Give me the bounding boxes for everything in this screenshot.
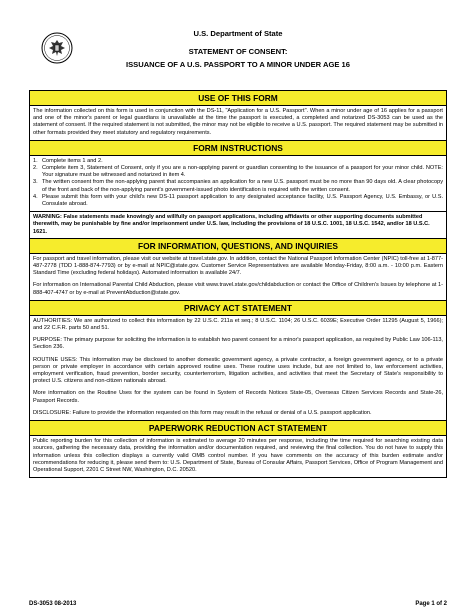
- form-header: [29, 20, 447, 68]
- instruction-item: [33, 194, 443, 208]
- instruction-number: 3.: [33, 179, 38, 186]
- instruction-item: [33, 179, 443, 193]
- instructions-heading: FORM INSTRUCTIONS: [30, 141, 446, 156]
- privacy-body: [30, 316, 446, 421]
- info-body: [30, 254, 446, 301]
- page-number: Page 1 of 2: [415, 601, 447, 607]
- info-paragraph: For passport and travel information, please visit our website at travel.state.gov. In addition, contact the National Passport Information Center (NPIC) toll-free at 1-877-487-2778 (TDD 1-888-874-7793) or by e-mail at NPIC@state.gov. Customer Service Representatives are available Monday-Friday, 8:00 a.m. - 10:00 p.m. Eastern Standard Time (excluding federal holidays). Automated information is available 24/7.: [33, 255, 443, 277]
- instruction-text: Please submit this form with your child's new DS-11 passport application to any designated acceptance facility, U.S. Passport Agency, U.S. Embassy, or U.S. Consulate abroad.: [42, 193, 443, 208]
- form-subtitle: ISSUANCE OF A U.S. PASSPORT TO A MINOR UNDER AGE 16: [125, 60, 351, 69]
- privacy-purpose: PURPOSE: The primary purpose for soliciting the information is to establish two parent consent for a minor's passport application, as required by Public Law 106-113, Section 236.: [33, 337, 443, 351]
- use-body: [30, 106, 446, 141]
- paperwork-text: Public reporting burden for this collection of information is estimated to average 20 minutes per response, including the time required for searching existing data sources, gathering the necessary data, providing the information and/or documentation required, and reviewing the final collection. You do not have to supply this information unless this collection displays a currently valid OMB control number. If you have comments on the accuracy of this burden estimate and/or recommendations for reducing it, please send them to: U.S. Department of State, Bureau of Consular Affairs, Passport Services, Office of Program Management and Operational Support, 2201 C Street NW, Washington, D.C. 20520.: [33, 438, 443, 473]
- privacy-routine-uses: ROUTINE USES: This information may be disclosed to another domestic government agency, a private contractor, a foreign government agency, or to a private person or private employer in accordance with certain approved routine uses. These routine uses include, but are not limited to, law enforcement activities, employment verification, fraud prevention, border security, counterterrorism, litigation activities, and activities that meet the Secretary of State's responsibility to protect U.S. citizens and non-citizen nationals abroad.: [33, 356, 443, 385]
- instruction-item: [33, 165, 443, 179]
- instructions-body: [30, 156, 446, 212]
- info-heading: FOR INFORMATION, QUESTIONS, AND INQUIRIES: [30, 239, 446, 254]
- department-name: U.S. Department of State: [193, 29, 283, 38]
- use-heading: USE OF THIS FORM: [30, 91, 446, 106]
- document-page: [29, 20, 447, 68]
- privacy-disclosure: DISCLOSURE: Failure to provide the information requested on this form may result in the refusal or denial of a U.S. passport application.: [33, 409, 372, 416]
- instruction-item: [33, 158, 443, 165]
- instruction-number: 4.: [33, 193, 38, 200]
- privacy-authorities: AUTHORITIES: We are authorized to collect this information by 22 U.S.C. 211a et seq.; 8 U.S.C. 1104; 26 U.S.C. 6039E; Executive Order 11295 (August 5, 1966); and 22 C.F.R. parts 50 and 51.: [33, 317, 443, 332]
- instruction-text: Complete items 1 and 2.: [42, 157, 103, 164]
- paperwork-body: [30, 436, 446, 477]
- privacy-heading: PRIVACY ACT STATEMENT: [30, 301, 446, 316]
- info-paragraph: For information on International Parental Child Abduction, please visit www.travel.state.gov/childabduction or contact the Office of Children's Issues by telephone at 1-888-407-4747 or by e-mail at PreventAbduction@state.gov.: [33, 282, 443, 296]
- use-text: The information collected on this form is used in conjunction with the DS-11, "Application for a U.S. Passport". When a minor under age of 16 applies for a passport and one of the minor's parent or legal guardians is unavailable at the time the passport is executed, a completed and notarized DS-3053 can be used as the statement of consent. If the required statement is not submitted, the minor may not be eligible to receive a U.S. passport. The required statement may be submitted in other formats provided they meet statutory and regulatory requirements.: [33, 108, 443, 136]
- form-box: [29, 90, 447, 478]
- instruction-text: Complete item 3, Statement of Consent, only if you are a non-applying parent or guardian consenting to the issuance of a passport for your minor child. NOTE: Your signature must be witnessed and notarized in item 4.: [42, 165, 443, 179]
- instruction-number: 1.: [33, 157, 38, 164]
- paperwork-heading: PAPERWORK REDUCTION ACT STATEMENT: [30, 421, 446, 436]
- instruction-text: The written consent from the non-applying parent that accompanies an application for a new U.S. passport must be no more than 90 days old. A clear photocopy of the front and back of the non-applying parent's government-issued photo identification is required with the written consent.: [42, 179, 443, 193]
- instruction-number: 2.: [33, 165, 38, 172]
- form-number: DS-3053 08-2013: [29, 601, 77, 607]
- privacy-more-info: More information on the Routine Uses for the system can be found in System of Records Notices State-05, Overseas Citizen Services Records and State-26, Passport Records.: [33, 390, 443, 404]
- warning-statement: WARNING: False statements made knowingly and willfully on passport applications, including affidavits or other supporting documents submitted therewith, may be punishable by fine and/or imprisonment under U.S. law, including the provisions of 18 U.S.C. 1001, 18 U.S.C. 1542, and/or 18 U.S.C. 1621.: [30, 212, 446, 239]
- form-title: STATEMENT OF CONSENT:: [188, 47, 288, 56]
